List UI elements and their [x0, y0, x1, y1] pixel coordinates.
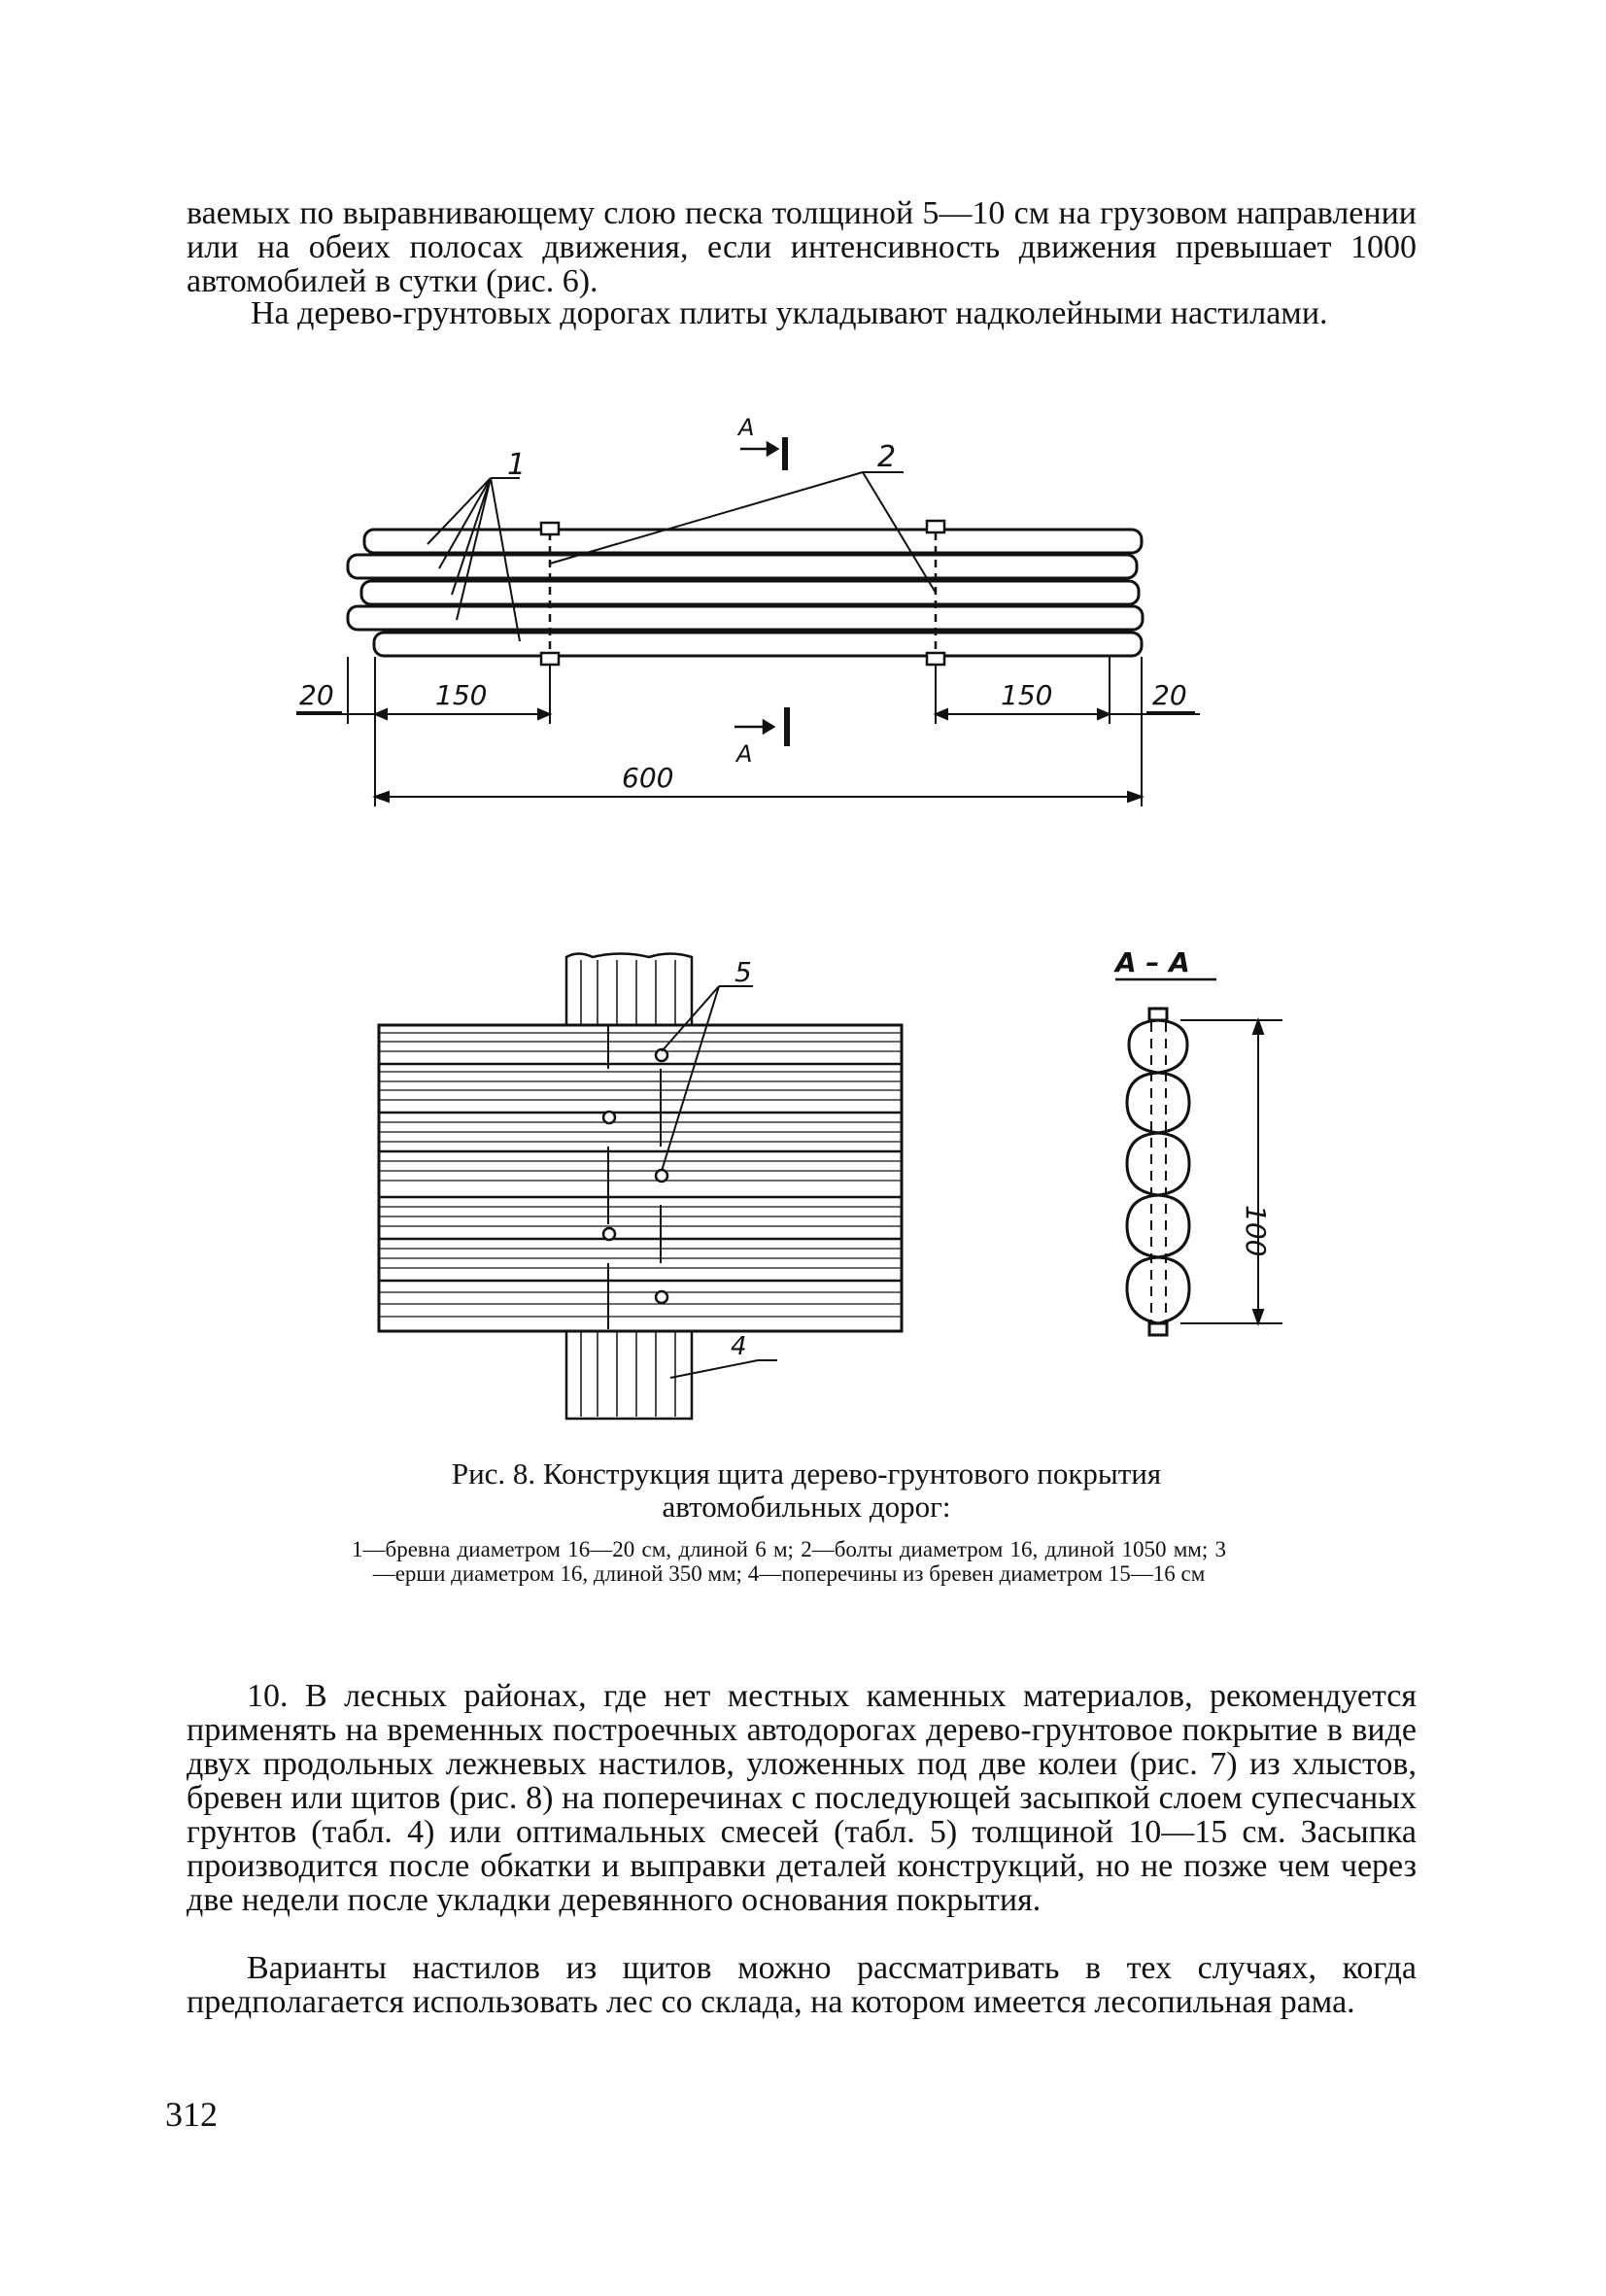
section-title: А – А	[1115, 946, 1190, 978]
section-mark-top	[740, 437, 785, 470]
dimension-lines	[296, 657, 1200, 806]
figure-legend: 1—бревна диаметром 16—20 см, длиной 6 м; 2—болты диаметром 16, длиной 1050 мм; 3—ерши диаметром 16, длиной 350 мм; 4—поперечины из бревен диаметром 15—16 см	[352, 1537, 1226, 1586]
dim-150-left: 150	[435, 679, 488, 711]
page-number: 312	[165, 2095, 218, 2134]
callout-4-label: 4	[731, 1332, 747, 1361]
callout-5-label: 5	[735, 956, 752, 988]
callout-1-leaders	[427, 478, 520, 641]
section-mark-top-label: А	[738, 414, 755, 441]
dim-100: 100	[1240, 1205, 1272, 1257]
figure-caption	[321, 1457, 1292, 1524]
section-logs	[1127, 1009, 1189, 1335]
dim-100-line	[1180, 1020, 1282, 1323]
caption-line-1: Рис. 8. Конструкция щита дерево-грунтового покрытия	[451, 1456, 1162, 1491]
dim-150-right: 150	[1001, 679, 1053, 711]
dim-20-right: 20	[1152, 679, 1187, 711]
caption-line-2: автомобильных дорог:	[662, 1490, 951, 1524]
section-mark-bottom-label: А	[736, 740, 753, 768]
shield-detail-view	[379, 954, 902, 1420]
callout-2-leaders	[550, 472, 936, 593]
callout-1-label: 1	[507, 448, 527, 482]
dim-600: 600	[622, 762, 674, 794]
section-a-a	[1113, 946, 1282, 1335]
paragraph-10: 10. В лесных районах, где нет местных каменных материалов, рекомендуется применять на временных построечных автодорогах дерево-грунтовое покрытие в виде двух продольных лежневых настилов, уложенных под две колеи (рис. 7) из хлыстов, бревен или щитов (рис. 8) на поперечинах с последующей засыпкой слоем супесчаных грунтов (табл. 4) или оптимальных смесей (табл. 5) толщиной 10—15 см. Засыпка производится после обкатки и выправки деталей конструкций, но не позже чем через две недели после укладки деревянного основания покрытия.	[187, 1678, 1417, 1918]
callout-2-label: 2	[877, 440, 897, 474]
paragraph-continuation: ваемых по выравнивающему слою песка толщиной 5—10 см на грузовом направлении или на обеих полосах движения, если интенсивность движения превышает 1000 автомобилей в сутки (рис. 6).	[187, 195, 1417, 299]
dim-20-left: 20	[299, 679, 334, 711]
paragraph-plates: На дерево-грунтовых дорогах плиты укладывают надколейными настилами.	[251, 295, 1328, 331]
bolts	[541, 521, 944, 665]
paragraph-variants: Варианты настилов из щитов можно рассматривать в тех случаях, когда предполагается использовать лес со склада, на котором имеется лесопильная рама.	[187, 1950, 1417, 2020]
plan-view	[296, 414, 1200, 806]
